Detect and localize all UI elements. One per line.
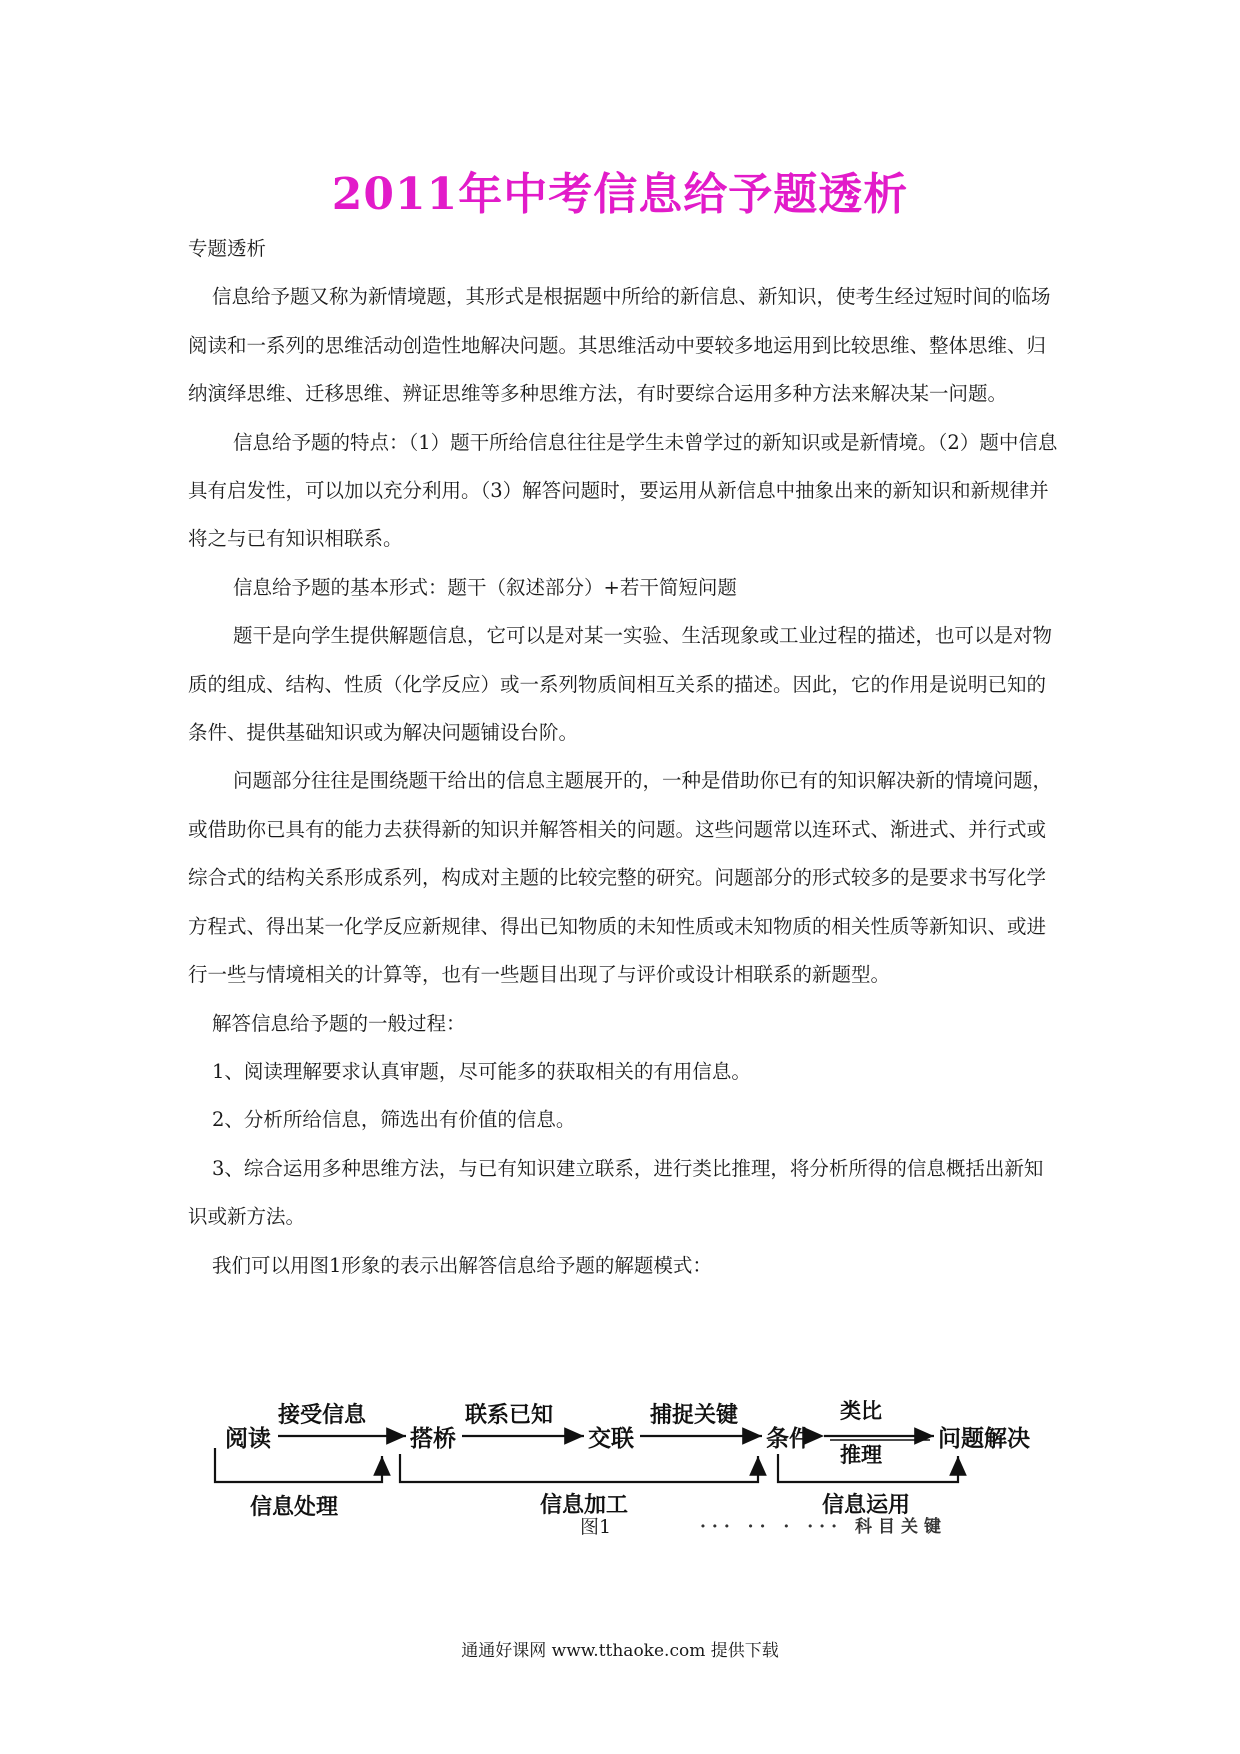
bracket-label-applying: 信息运用 bbox=[822, 1492, 911, 1518]
paragraph: 解答信息给予题的一般过程： bbox=[212, 1011, 466, 1035]
node-solve: 问题解决 bbox=[938, 1425, 1030, 1452]
document-title: 2011年中考信息给予题透析 bbox=[331, 169, 909, 220]
paragraph: 信息给予题的基本形式：题干（叙述部分）+若干简短问题 bbox=[233, 575, 737, 599]
bracket-processing bbox=[215, 1448, 382, 1482]
arrow-label-receive: 接受信息 bbox=[278, 1402, 367, 1428]
section-label: 专题透析 bbox=[188, 237, 267, 260]
arrow-label-analogy: 类比 bbox=[840, 1398, 882, 1423]
figure-caption: 图1 bbox=[580, 1516, 612, 1538]
list-item: 2、分析所给信息，筛选出有价值的信息。 bbox=[212, 1108, 576, 1132]
node-read: 阅读 bbox=[225, 1425, 271, 1452]
document-body bbox=[188, 225, 1060, 1290]
paragraph: 我们可以用图1形象的表示出解答信息给予题的解题模式： bbox=[212, 1253, 712, 1277]
paragraph: 信息给予题的特点：（1）题干所给信息往往是学生未曾学过的新知识或是新情境。（2）题中信息具有启发性，可以加以充分利用。（3）解答问题时，要运用从新信息中抽象出来的新知识和新规律并将之与已有知识相联系。 bbox=[188, 430, 1058, 551]
paragraph: 信息给予题又称为新情境题，其形式是根据题中所给的新信息、新知识，使考生经过短时间的临场阅读和一系列的思维活动创造性地解决问题。其思维活动中要较多地运用到比较思维、整体思维、归纳演绎思维、迁移思维、辨证思维等多种思维方法，有时要综合运用多种方法来解决某一问题。 bbox=[188, 285, 1051, 406]
list-item: 1、阅读理解要求认真审题，尽可能多的获取相关的有用信息。 bbox=[212, 1059, 751, 1083]
arrow-label-connect: 联系已知 bbox=[465, 1402, 554, 1428]
page-footer: 通通好课网 www.tthaoke.com 提供下载 bbox=[461, 1641, 779, 1661]
node-bridge: 搭桥 bbox=[410, 1425, 456, 1452]
scan-residue-text: ··· ·· · ··· 科目关键 bbox=[700, 1517, 947, 1537]
node-condition: 条件 bbox=[766, 1425, 812, 1452]
bracket-label-processing: 信息处理 bbox=[250, 1494, 339, 1520]
arrow-label-capture: 捕捉关键 bbox=[650, 1402, 739, 1428]
arrow-label-reason: 推理 bbox=[840, 1442, 882, 1467]
bracket-label-working: 信息加工 bbox=[540, 1492, 629, 1518]
bracket-working bbox=[400, 1454, 758, 1482]
node-link: 交联 bbox=[588, 1425, 634, 1452]
paragraph: 问题部分往往是围绕题干给出的信息主题展开的，一种是借助你已有的知识解决新的情境问题，或借助你已具有的能力去获得新的知识并解答相关的问题。这些问题常以连环式、渐进式、并行式或综合式的结构关系形成系列，构成对主题的比较完整的研究。问题部分的形式较多的是要求书写化学方程式、得出某一化学反应新规律、得出已知物质的未知性质或未知物质的相关性质等新知识、或进行一些与情境相关的计算等，也有一些题目出现了与评价或设计相联系的新题型。 bbox=[188, 769, 1053, 987]
paragraph: 题干是向学生提供解题信息，它可以是对某一实验、生活现象或工业过程的描述，也可以是对物质的组成、结构、性质（化学反应）或一系列物质间相互关系的描述。因此，它的作用是说明已知的条件、提供基础知识或为解决问题铺设台阶。 bbox=[188, 624, 1053, 745]
list-item: 3、综合运用多种思维方法，与已有知识建立联系，进行类比推理，将分析所得的信息概括出新知识或新方法。 bbox=[188, 1156, 1044, 1229]
